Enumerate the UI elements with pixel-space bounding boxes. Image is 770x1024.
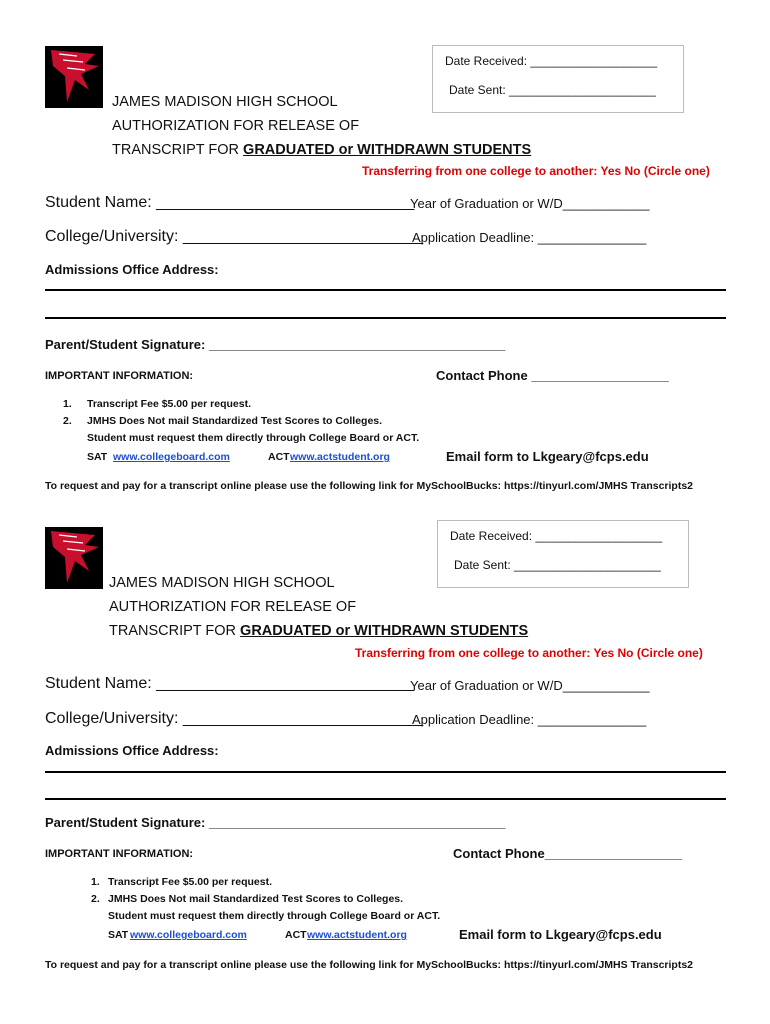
info-item-fee: Transcript Fee $5.00 per request. [87,398,251,410]
act-label: ACT [268,451,290,463]
sat-link[interactable]: www.collegeboard.com [130,929,247,941]
form-title-line2: AUTHORIZATION FOR RELEASE OF [109,599,357,615]
date-received-field[interactable]: Date Received: ___________________ [445,54,658,68]
list-number: 1. [91,876,100,888]
act-link[interactable]: www.actstudent.org [307,929,407,941]
student-name-field[interactable]: Student Name: _____________________________ [45,675,415,692]
date-sent-field[interactable]: Date Sent: ______________________ [454,558,661,572]
application-deadline-field[interactable]: Application Deadline: _______________ [412,230,647,245]
college-field[interactable]: College/University: ___________________________ [45,228,424,245]
act-label: ACT [285,929,307,941]
school-title [112,90,531,162]
important-info-heading: IMPORTANT INFORMATION: [45,848,194,860]
online-payment-note: To request and pay for a transcript online please use the following link for MySchoolBucks: https://tinyurl.com/JMHS Transcripts2 [45,480,694,492]
email-instruction[interactable]: Email form to Lkgeary@fcps.edu [446,449,649,464]
school-name: JAMES MADISON HIGH SCHOOL [112,94,338,110]
email-instruction[interactable]: Email form to Lkgeary@fcps.edu [459,927,662,942]
address-line-1[interactable] [45,771,726,773]
form-title-line3: TRANSCRIPT FOR GRADUATED or WITHDRAWN STUDENTS [112,142,532,158]
falcon-logo-icon [45,46,103,108]
sat-label: SAT [87,451,108,463]
info-item-scores: JMHS Does Not mail Standardized Test Scores to Colleges. [108,893,404,905]
college-field[interactable]: College/University: ___________________________ [45,710,424,727]
form-title-line3: TRANSCRIPT FOR GRADUATED or WITHDRAWN STUDENTS [109,623,529,639]
address-line-2[interactable] [45,317,726,319]
graduation-year-field[interactable]: Year of Graduation or W/D____________ [410,196,650,211]
date-sent-field[interactable]: Date Sent: ______________________ [449,83,656,97]
admissions-address-label: Admissions Office Address: [45,743,219,758]
info-item-scores-note: Student must request them directly through College Board or ACT. [108,910,441,922]
form-title-line2: AUTHORIZATION FOR RELEASE OF [112,118,360,134]
application-deadline-field[interactable]: Application Deadline: _______________ [412,712,647,727]
date-received-field[interactable]: Date Received: ___________________ [450,529,663,543]
list-number: 2. [91,893,100,905]
sat-label: SAT [108,929,129,941]
graduation-year-field[interactable]: Year of Graduation or W/D____________ [410,678,650,693]
info-item-scores: JMHS Does Not mail Standardized Test Scores to Colleges. [87,415,383,427]
list-number: 2. [63,415,72,427]
transfer-note[interactable]: Transferring from one college to another: Yes No (Circle one) [362,164,710,178]
falcon-logo-icon [45,527,103,589]
important-info-heading: IMPORTANT INFORMATION: [45,370,194,382]
school-name: JAMES MADISON HIGH SCHOOL [109,575,335,591]
signature-field[interactable]: Parent/Student Signature: _________________________________________ [45,815,506,830]
sat-link[interactable]: www.collegeboard.com [113,451,230,463]
list-number: 1. [63,398,72,410]
admissions-address-label: Admissions Office Address: [45,262,219,277]
signature-field[interactable]: Parent/Student Signature: _________________________________________ [45,337,506,352]
contact-phone-field[interactable]: Contact Phone___________________ [453,846,683,861]
school-title [109,571,528,643]
transfer-note[interactable]: Transferring from one college to another: Yes No (Circle one) [355,646,703,660]
act-link[interactable]: www.actstudent.org [290,451,390,463]
student-name-field[interactable]: Student Name: _____________________________ [45,194,415,211]
info-item-fee: Transcript Fee $5.00 per request. [108,876,272,888]
contact-phone-field[interactable]: Contact Phone ___________________ [436,368,669,383]
address-line-2[interactable] [45,798,726,800]
address-line-1[interactable] [45,289,726,291]
info-item-scores-note: Student must request them directly through College Board or ACT. [87,432,420,444]
online-payment-note: To request and pay for a transcript online please use the following link for MySchoolBucks: https://tinyurl.com/JMHS Transcripts2 [45,959,694,971]
